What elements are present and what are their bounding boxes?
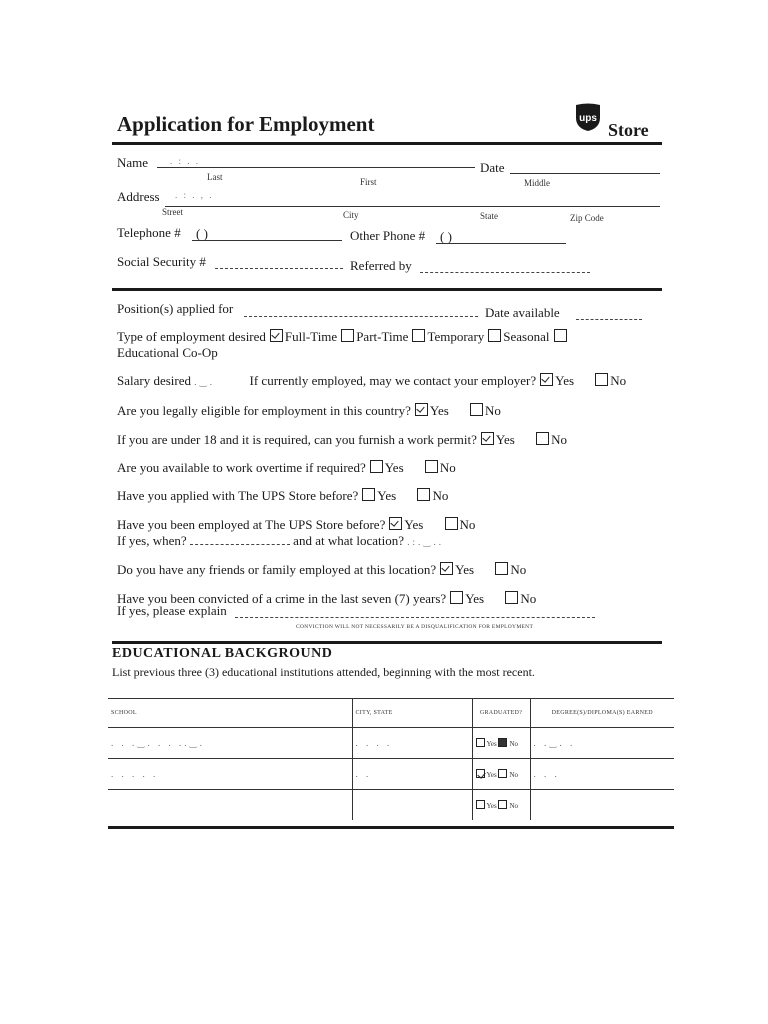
salary-handwriting: .‿. <box>194 377 215 387</box>
ssn-field[interactable] <box>215 268 343 269</box>
under18-yes-label: Yes <box>495 432 515 447</box>
under18-question: If you are under 18 and it is required, can you furnish a work permit? <box>117 432 477 447</box>
referred-label: Referred by <box>350 258 412 273</box>
city-label: City <box>343 210 359 220</box>
other-phone-label: Other Phone # <box>350 228 426 243</box>
full-time-label: Full-Time <box>284 329 338 344</box>
brand-store: Store <box>608 120 649 140</box>
graduated-cell <box>472 759 530 790</box>
form-title: Application for Employment <box>117 112 375 136</box>
col-school: SCHOOL <box>108 699 352 728</box>
friends-question: Do you have any friends or family employed at this location? <box>117 562 437 577</box>
position-field[interactable] <box>244 316 478 317</box>
contact-no-checkbox[interactable] <box>595 373 608 386</box>
degree-cell[interactable] <box>530 790 674 821</box>
eligible-no-checkbox[interactable] <box>470 403 483 416</box>
school-cell[interactable] <box>108 790 352 821</box>
applied-no-label: No <box>432 488 449 503</box>
section-rule <box>112 288 662 291</box>
ssn-label: Social Security # <box>117 254 206 269</box>
graduated-no-label: No <box>509 740 518 748</box>
graduated-no-label: No <box>509 802 518 810</box>
friends-row <box>117 562 526 578</box>
overtime-question: Are you available to work overtime if required? <box>117 460 366 475</box>
name-field[interactable] <box>157 167 475 168</box>
conviction-note: CONVICTION WILL NOT NECESSARILY BE A DISQUALIFICATION FOR EMPLOYMENT <box>296 624 534 630</box>
middle-label: Middle <box>524 178 550 188</box>
salary-label: Salary desired <box>117 373 192 388</box>
education-row <box>108 790 674 821</box>
graduated-cell <box>472 728 530 759</box>
employment-type-row <box>117 329 569 345</box>
header-rule <box>112 142 662 145</box>
first-label: First <box>360 177 377 187</box>
zip-label: Zip Code <box>570 213 604 223</box>
if-yes-when-label: If yes, when? <box>117 533 187 548</box>
eligible-question: Are you legally eligible for employment in this country? <box>117 403 411 418</box>
degree-cell[interactable] <box>530 728 674 759</box>
temporary-checkbox[interactable] <box>412 329 425 342</box>
date-available-label: Date available <box>485 305 560 320</box>
telephone-label: Telephone # <box>117 225 181 240</box>
position-label: Position(s) applied for <box>117 301 234 316</box>
school-cell[interactable] <box>108 759 352 790</box>
city-handwriting: . . <box>355 769 372 779</box>
eligible-row <box>117 403 501 419</box>
street-label: Street <box>162 207 183 217</box>
education-rule <box>112 641 662 644</box>
employed-question: Have you been employed at The UPS Store before? <box>117 517 386 532</box>
graduated-yes-label: Yes <box>486 771 497 779</box>
ups-shield-icon <box>573 102 603 132</box>
friends-yes-checkbox[interactable] <box>440 562 453 575</box>
employed-yes-checkbox[interactable] <box>389 517 402 530</box>
graduated-yes-checkbox[interactable] <box>476 769 485 778</box>
employment-type-label: Type of employment desired <box>117 329 266 344</box>
graduated-no-checkbox[interactable] <box>498 800 507 809</box>
other-phone-field[interactable] <box>436 243 566 244</box>
applied-yes-checkbox[interactable] <box>362 488 375 501</box>
overtime-yes-label: Yes <box>384 460 404 475</box>
telephone-field[interactable] <box>192 240 342 241</box>
graduated-no-checkbox[interactable] <box>498 769 507 778</box>
graduated-yes-checkbox[interactable] <box>476 738 485 747</box>
state-label: State <box>480 211 498 221</box>
full-time-checkbox[interactable] <box>270 329 283 342</box>
city-state-cell[interactable] <box>352 728 472 759</box>
graduated-cell <box>472 790 530 821</box>
logo-text: ups <box>579 113 597 124</box>
employed-row <box>117 517 475 533</box>
employed-yes-label: Yes <box>404 517 424 532</box>
applied-row <box>117 488 448 504</box>
city-state-cell[interactable] <box>352 759 472 790</box>
graduated-yes-label: Yes <box>486 802 497 810</box>
applied-question: Have you applied with The UPS Store before? <box>117 488 359 503</box>
convicted-no-checkbox[interactable] <box>505 591 518 604</box>
graduated-no-label: No <box>509 771 518 779</box>
seasonal-label: Seasonal <box>503 329 550 344</box>
graduated-yes-checkbox[interactable] <box>476 800 485 809</box>
eligible-yes-checkbox[interactable] <box>415 403 428 416</box>
education-header-row <box>108 699 674 728</box>
address-label: Address <box>117 189 160 204</box>
school-handwriting: . . .‿. . . ..‿. <box>111 737 205 748</box>
convicted-no-label: No <box>520 591 537 606</box>
ups-logo <box>573 102 603 132</box>
name-label: Name <box>117 155 149 170</box>
friends-no-label: No <box>510 562 527 577</box>
city-handwriting: . . . . <box>355 738 393 748</box>
contact-employer-question: If currently employed, may we contact your employer? <box>249 373 537 388</box>
under18-row <box>117 432 567 448</box>
education-bottom-rule <box>108 826 674 829</box>
convicted-yes-checkbox[interactable] <box>450 591 463 604</box>
col-city-state: CITY, STATE <box>352 699 472 728</box>
explain-label: If yes, please explain <box>117 603 227 618</box>
graduated-no-checkbox[interactable] <box>498 738 507 747</box>
name-handwriting: . : . . <box>170 156 201 166</box>
last-label: Last <box>207 172 223 182</box>
salary-row <box>117 373 626 389</box>
contact-no-label: No <box>610 373 627 388</box>
col-degree: DEGREE(S)/DIPLOMA(S) EARNED <box>530 699 674 728</box>
friends-no-checkbox[interactable] <box>495 562 508 575</box>
referred-field[interactable] <box>420 272 590 273</box>
part-time-label: Part-Time <box>356 329 409 344</box>
convicted-question: Have you been convicted of a crime in the last seven (7) years? <box>117 591 447 606</box>
telephone-value: ( ) <box>196 226 208 241</box>
overtime-row <box>117 460 456 476</box>
education-table <box>108 698 674 820</box>
under18-yes-checkbox[interactable] <box>481 432 494 445</box>
other-phone-value: ( ) <box>440 229 452 244</box>
date-field[interactable] <box>510 173 660 174</box>
overtime-no-label: No <box>439 460 456 475</box>
education-title: EDUCATIONAL BACKGROUND <box>112 646 333 661</box>
eligible-no-label: No <box>485 403 501 418</box>
overtime-yes-checkbox[interactable] <box>370 460 383 473</box>
school-handwriting: . . . . . <box>111 769 159 779</box>
education-row <box>108 728 674 759</box>
at-location-label: and at what location? <box>293 533 404 548</box>
when-field[interactable] <box>190 532 290 545</box>
applied-yes-label: Yes <box>377 488 397 503</box>
education-instructions: List previous three (3) educational institutions attended, beginning with the most recent. <box>112 665 535 679</box>
temporary-label: Temporary <box>427 329 485 344</box>
explain-field[interactable] <box>235 617 595 618</box>
address-handwriting: . : . , . <box>175 190 214 200</box>
under18-no-label: No <box>551 432 567 447</box>
contact-yes-checkbox[interactable] <box>540 373 553 386</box>
coop-checkbox[interactable] <box>554 329 567 342</box>
contact-yes-label: Yes <box>555 373 575 388</box>
under18-no-checkbox[interactable] <box>536 432 549 445</box>
location-handwriting: .:.‿.. <box>407 537 444 547</box>
applied-no-checkbox[interactable] <box>417 488 430 501</box>
education-row <box>108 759 674 790</box>
eligible-yes-label: Yes <box>429 403 449 418</box>
employed-when-row <box>117 532 444 549</box>
employed-no-label: No <box>459 517 476 532</box>
date-available-field[interactable] <box>576 319 642 320</box>
part-time-checkbox[interactable] <box>341 329 354 342</box>
convicted-yes-label: Yes <box>465 591 485 606</box>
graduated-yes-label: Yes <box>486 740 497 748</box>
city-state-cell[interactable] <box>352 790 472 821</box>
col-graduated: GRADUATED? <box>472 699 530 728</box>
degree-handwriting: . .‿. . <box>533 737 576 748</box>
school-cell[interactable] <box>108 728 352 759</box>
address-field[interactable] <box>165 206 660 207</box>
date-label: Date <box>480 160 505 175</box>
seasonal-checkbox[interactable] <box>488 329 501 342</box>
degree-handwriting: . . . <box>533 769 560 779</box>
coop-label: Educational Co-Op <box>117 345 218 360</box>
overtime-no-checkbox[interactable] <box>425 460 438 473</box>
degree-cell[interactable] <box>530 759 674 790</box>
friends-yes-label: Yes <box>455 562 475 577</box>
employed-no-checkbox[interactable] <box>445 517 458 530</box>
